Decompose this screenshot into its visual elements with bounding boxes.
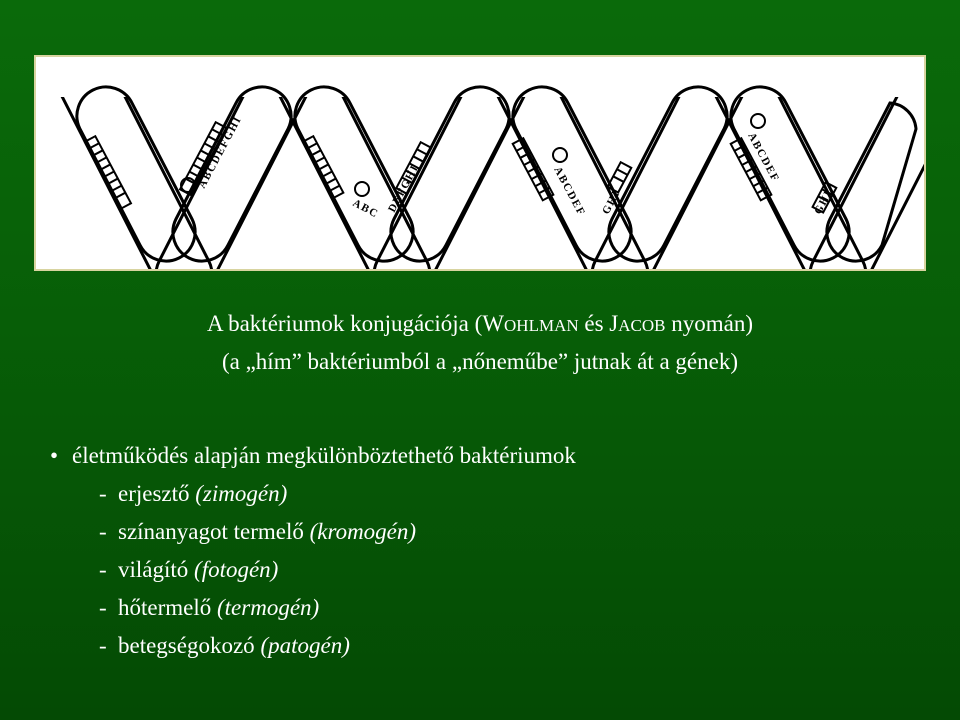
gene-label-1-right: ABCDEFGHI [196, 114, 245, 191]
centromere-2 [355, 182, 369, 196]
chromosome-1-male [85, 136, 131, 209]
list-item: - színanyagot termelő (kromogén) [99, 519, 417, 544]
title-line-1: A baktériumok konjugációja (WOHLMAN és JACOB nyomán) [207, 311, 753, 336]
list-item: - világító (fotogén) [99, 557, 279, 582]
gene-label-3-right: GHI [600, 187, 623, 217]
capsule-1b [173, 87, 291, 261]
capsule-2a [295, 87, 413, 261]
list-item: - hőtermelő (termogén) [99, 595, 320, 620]
list-item: - betegségokozó (patogén) [99, 633, 350, 658]
gene-label-4-left: ABCDEF [745, 130, 782, 185]
centromere-4 [751, 114, 765, 128]
capsule-4a [731, 87, 849, 261]
conjugation-figure-panel [34, 55, 926, 271]
conjugation-diagram [36, 57, 924, 269]
gene-label-2-right: DEFGHI [386, 162, 422, 215]
bullet-dot-icon: • [50, 443, 59, 468]
capsule-1a [77, 87, 195, 261]
centromere-3 [553, 148, 567, 162]
slide-title [0, 306, 960, 380]
gene-label-3-left: ABCDEF [551, 164, 588, 219]
capsule-4b [827, 103, 916, 261]
bullet-list [50, 437, 576, 665]
gene-label-4-right: GHI [812, 187, 835, 217]
chromosome-2-male [303, 136, 344, 198]
list-item: - erjesztő (zimogén) [99, 481, 288, 506]
gene-label-2-left: ABC [350, 197, 381, 221]
bullet-main: • életműködés alapján megkülönböztethető baktériumok [50, 437, 576, 475]
title-line-2: (a „hím” baktériumból a „nőneműbe” jutnak át a gének) [221, 349, 738, 374]
